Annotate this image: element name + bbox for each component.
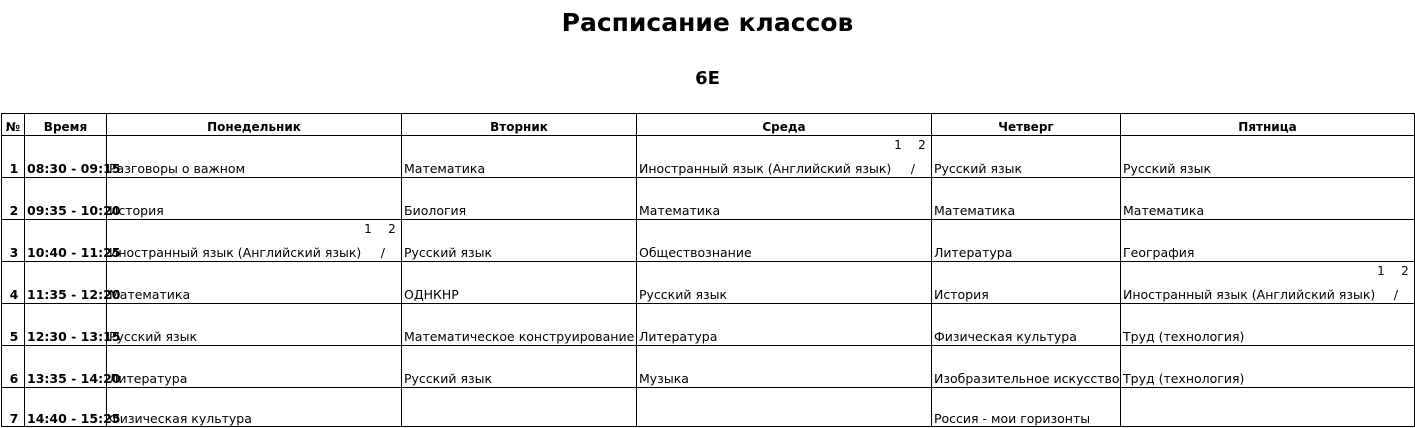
lesson-friday [1121, 304, 1415, 346]
lesson-monday [107, 262, 402, 304]
lesson-thursday [932, 178, 1121, 220]
lesson-label: Физическая культура [109, 411, 252, 426]
lesson-label: Математика [1123, 203, 1205, 218]
lesson-label: Русский язык [404, 245, 493, 260]
lesson-label: Физическая культура [934, 329, 1077, 344]
lesson-label: Литература [109, 371, 188, 386]
lesson-wednesday [637, 178, 932, 220]
lesson-monday [107, 220, 402, 262]
lesson-label: Математика [109, 287, 191, 302]
class-name: 6Е [695, 68, 720, 89]
lesson-label: Русский язык [639, 287, 728, 302]
lesson-label: Русский язык [109, 329, 198, 344]
lesson-tuesday [402, 136, 637, 178]
lesson-wednesday [637, 262, 932, 304]
lesson-label: Математическое конструирование [404, 329, 635, 344]
lesson-monday [107, 304, 402, 346]
lesson-label: Обществознание [639, 245, 752, 260]
lesson-tuesday [402, 346, 637, 388]
lesson-tuesday [402, 220, 637, 262]
lesson-monday [107, 388, 402, 427]
lesson-monday [107, 346, 402, 388]
lesson-tuesday [402, 178, 637, 220]
header-wednesday: Среда [637, 114, 932, 136]
header-monday: Понедельник [107, 114, 402, 136]
split-mark: / [380, 245, 385, 260]
lesson-friday [1121, 178, 1415, 220]
table-row [2, 346, 1415, 388]
table-row [2, 178, 1415, 220]
lesson-wednesday [637, 304, 932, 346]
group-1-label: 1 [894, 138, 902, 152]
lesson-time: 13:35 - 14:20 [25, 346, 107, 388]
lesson-number: 2 [2, 178, 25, 220]
lesson-friday [1121, 346, 1415, 388]
lesson-label: Математика [639, 203, 721, 218]
lesson-label: Биология [404, 203, 467, 218]
lesson-label: Математика [404, 161, 486, 176]
lesson-label: Русский язык [1123, 161, 1212, 176]
lesson-thursday [932, 346, 1121, 388]
group-labels [881, 138, 929, 152]
header-thursday: Четверг [932, 114, 1121, 136]
group-1-label: 1 [1377, 264, 1385, 278]
lesson-tuesday [402, 304, 637, 346]
lesson-label: Иностранный язык (Английский язык) [639, 161, 892, 176]
lesson-label: Литература [639, 329, 718, 344]
lesson-tuesday [402, 388, 637, 427]
lesson-number: 1 [2, 136, 25, 178]
lesson-label: История [109, 203, 164, 218]
lesson-friday [1121, 262, 1415, 304]
lesson-label: ОДНКНР [404, 287, 459, 302]
split-mark: / [1393, 287, 1398, 302]
lesson-number: 6 [2, 346, 25, 388]
lesson-friday [1121, 220, 1415, 262]
lesson-time: 09:35 - 10:20 [25, 178, 107, 220]
header-friday: Пятница [1121, 114, 1415, 136]
page-title: Расписание классов [561, 8, 854, 37]
table-row [2, 136, 1415, 178]
lesson-thursday [932, 220, 1121, 262]
lesson-wednesday [637, 388, 932, 427]
group-labels [351, 222, 399, 236]
header-row [2, 114, 1415, 136]
lesson-label: Литература [934, 245, 1013, 260]
lesson-label: Разговоры о важном [109, 161, 246, 176]
lesson-number: 7 [2, 388, 25, 427]
group-2-label: 2 [388, 222, 396, 236]
lesson-label: Музыка [639, 371, 689, 386]
lesson-time: 10:40 - 11:25 [25, 220, 107, 262]
lesson-label: Труд (технология) [1123, 371, 1245, 386]
lesson-thursday [932, 304, 1121, 346]
lesson-friday [1121, 388, 1415, 427]
group-labels [1364, 264, 1412, 278]
lesson-wednesday [637, 136, 932, 178]
lesson-number: 3 [2, 220, 25, 262]
lesson-tuesday [402, 262, 637, 304]
table-row [2, 220, 1415, 262]
lesson-wednesday [637, 346, 932, 388]
lesson-friday [1121, 136, 1415, 178]
lesson-label: Математика [934, 203, 1016, 218]
table-row [2, 388, 1415, 427]
lesson-thursday [932, 262, 1121, 304]
lesson-monday [107, 136, 402, 178]
lesson-time: 08:30 - 09:15 [25, 136, 107, 178]
schedule-table [1, 113, 1415, 427]
lesson-label: География [1123, 245, 1195, 260]
lesson-label: Иностранный язык (Английский язык) [109, 245, 362, 260]
header-num: № [2, 114, 25, 136]
lesson-label: Русский язык [404, 371, 493, 386]
lesson-monday [107, 178, 402, 220]
lesson-number: 4 [2, 262, 25, 304]
lesson-time: 12:30 - 13:15 [25, 304, 107, 346]
split-mark: / [910, 161, 915, 176]
group-1-label: 1 [364, 222, 372, 236]
lesson-wednesday [637, 220, 932, 262]
header-time: Время [25, 114, 107, 136]
lesson-thursday [932, 136, 1121, 178]
group-2-label: 2 [918, 138, 926, 152]
lesson-time: 11:35 - 12:20 [25, 262, 107, 304]
header-tuesday: Вторник [402, 114, 637, 136]
lesson-label: Россия - мои горизонты [934, 411, 1091, 426]
lesson-thursday [932, 388, 1121, 427]
lesson-label: Русский язык [934, 161, 1023, 176]
table-row [2, 304, 1415, 346]
lesson-label: История [934, 287, 989, 302]
lesson-label: Труд (технология) [1123, 329, 1245, 344]
lesson-number: 5 [2, 304, 25, 346]
lesson-time: 14:40 - 15:25 [25, 388, 107, 427]
table-row [2, 262, 1415, 304]
group-2-label: 2 [1401, 264, 1409, 278]
lesson-label: Изобразительное искусство [934, 371, 1120, 386]
lesson-label: Иностранный язык (Английский язык) [1123, 287, 1376, 302]
